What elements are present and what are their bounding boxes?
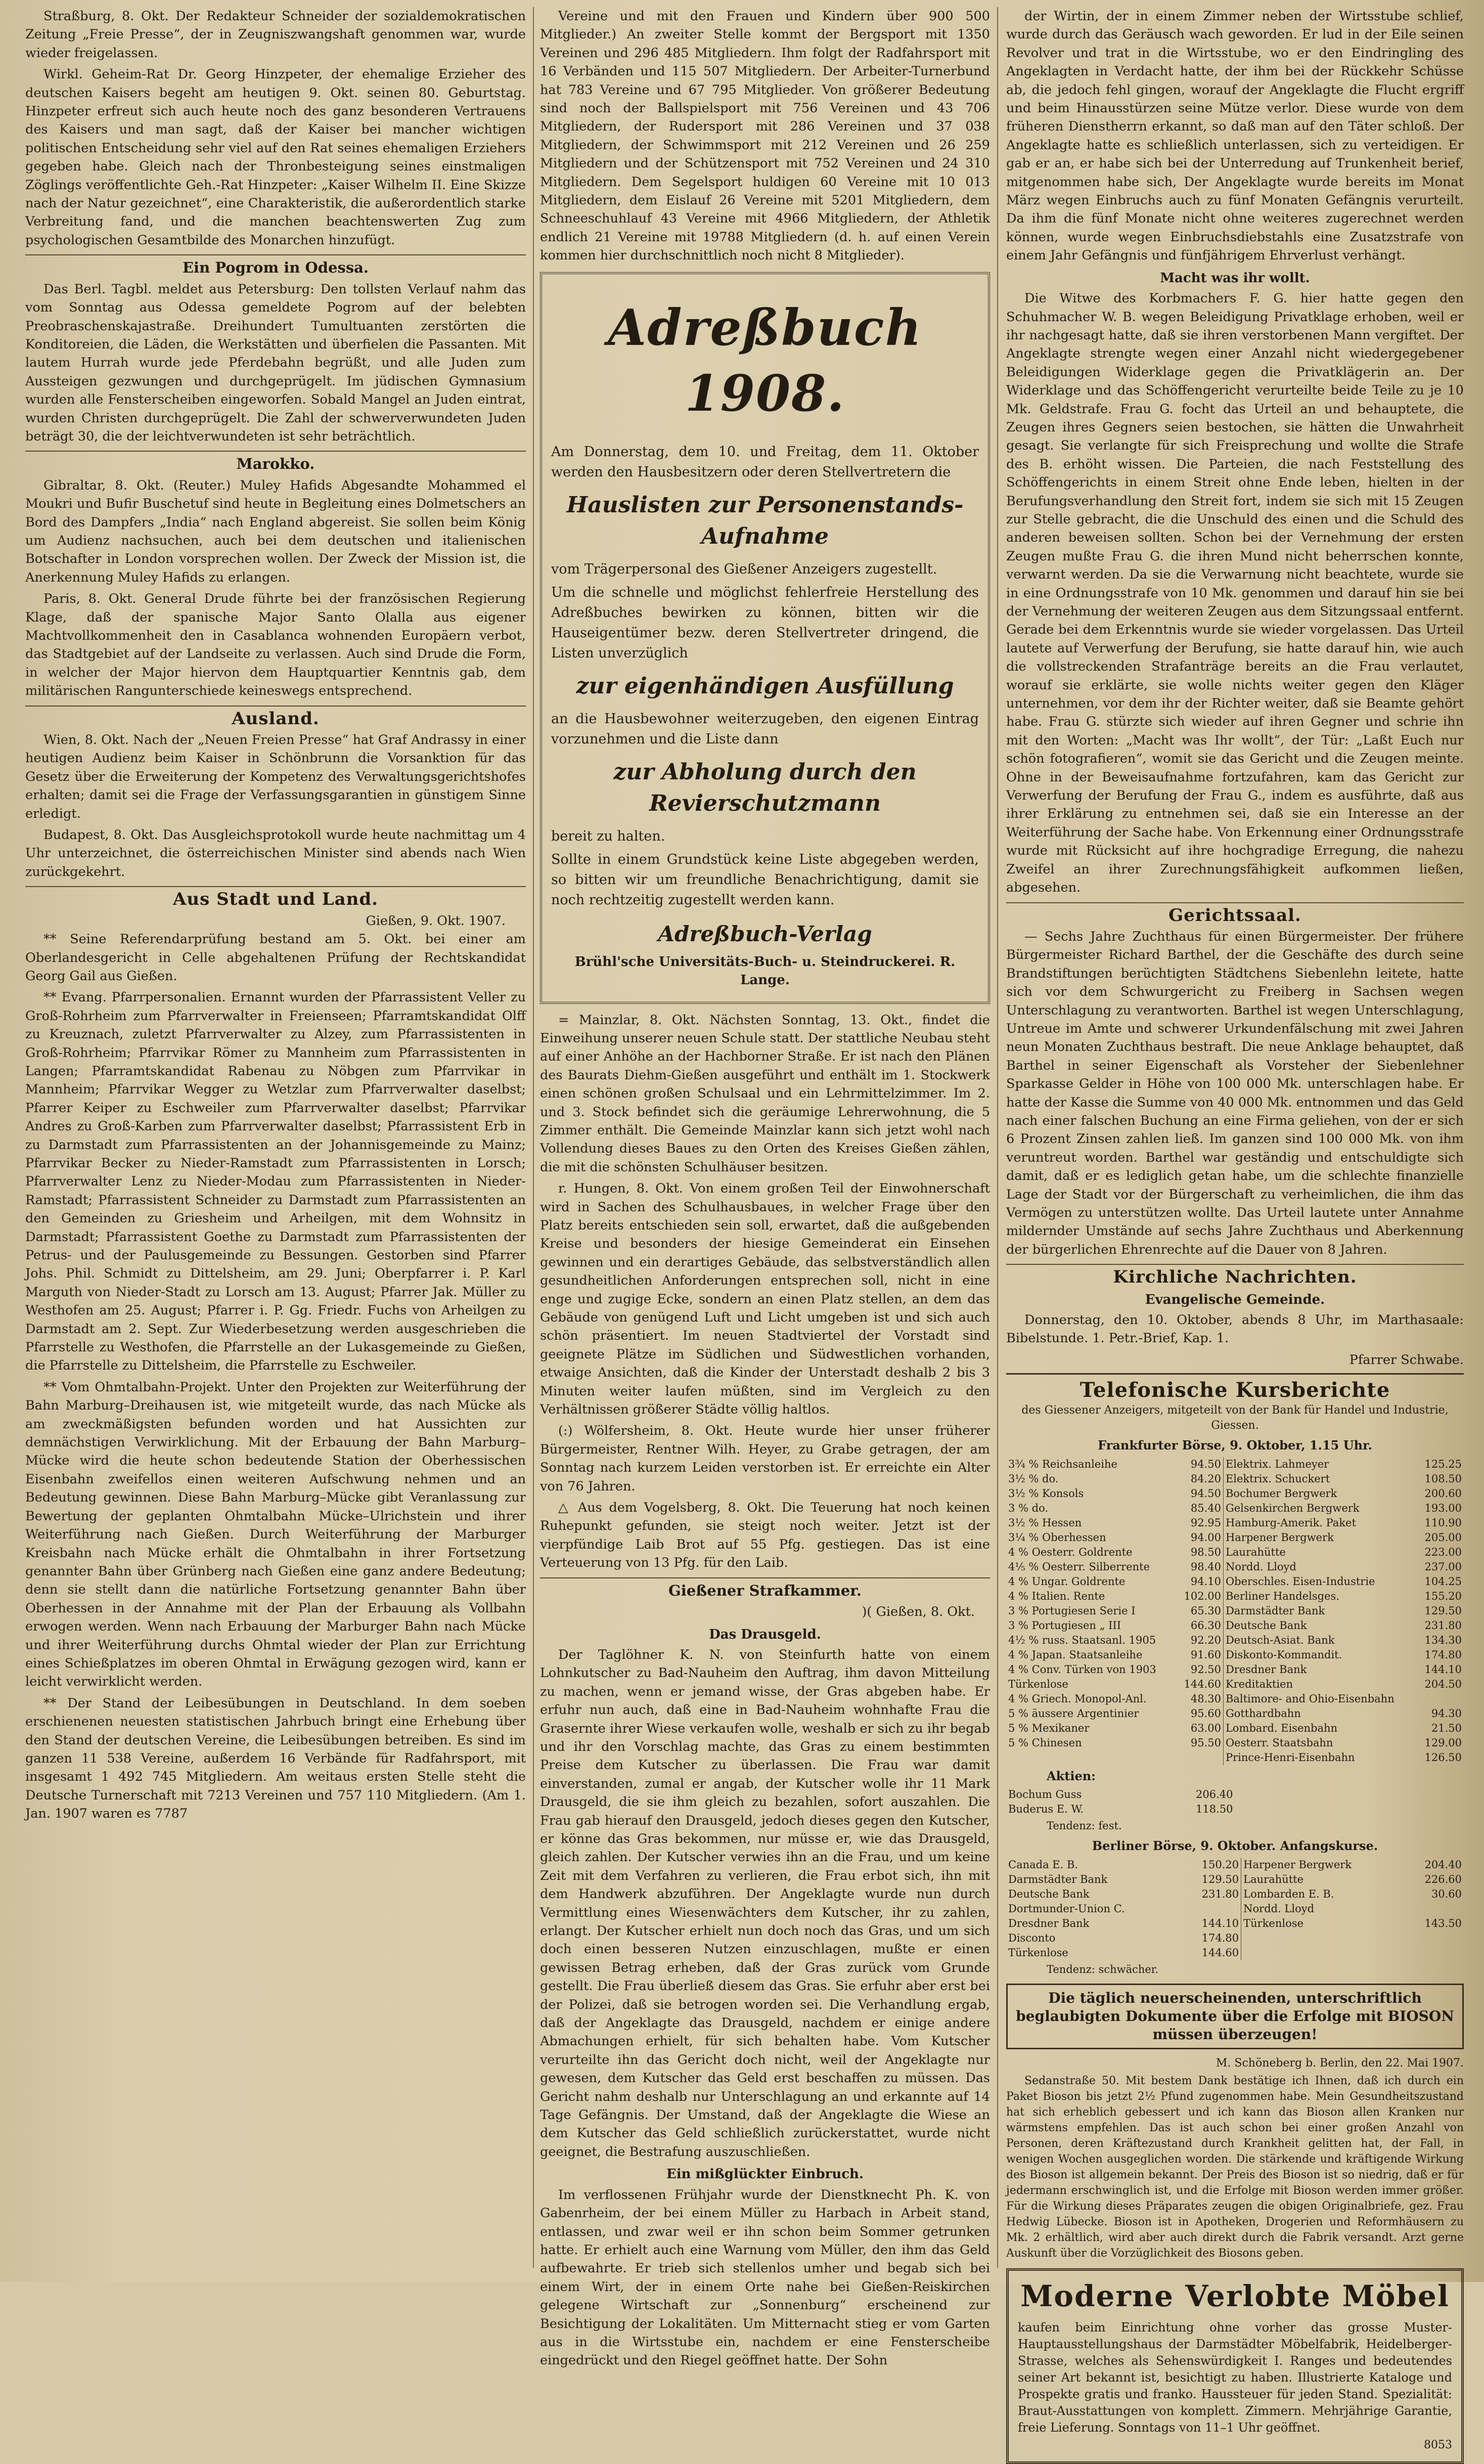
frankfurt-row <box>1006 1472 1464 1486</box>
ad-publisher: Adreßbuch-Verlag <box>658 921 872 946</box>
security-price <box>1418 1692 1464 1706</box>
security-name: 4⅕ % Oesterr. Silberrente <box>1008 1560 1150 1573</box>
article-mainzlar: = Mainzlar, 8. Okt. Nächsten Sonntag, 13. Okt., findet die Einweihung unserer neuen Schule statt. Der stattliche Neubau steht auf einer Anhöhe an der Hachborner Straße. Er ist nach den Plänen des Baurats Diehm-Gießen ausgeführt und enthält im 1. Stockwerk einen schönen großen Schulsaal und ein Lehrmittelzimmer. Im 2. und 3. Stock befindet sich die geräumige Lehrerwohnung, die 5 Zimmer enthält. Die Gemeinde Mainzlar kann sich jetzt wohl nach Vollendung dieses Baues zu den Orten des Kreises Gießen zählen, die mit die schönsten Schulhäuser besitzen. <box>540 1012 990 1175</box>
berlin-row <box>1006 1872 1464 1887</box>
security-name: 3 % Portugiesen „ III <box>1008 1619 1121 1632</box>
ad-text: vom Trägerpersonal des Gießener Anzeigers zugestellt. <box>551 561 937 577</box>
security-name: Oberschles. Eisen-Industrie <box>1223 1574 1417 1589</box>
headline-marokko: Marokko. <box>25 451 526 473</box>
stock-report-title: Telefonische Kursberichte <box>1080 1378 1390 1402</box>
article-hungen: r. Hungen, 8. Okt. Von einem großen Teil der Einwohnerschaft wird in Sachen des Schulhausbaues, in welcher Frage über den Platz bereits entschieden sein soll, erwartet, daß die außgebenden Kreise und besonders der hiesige Gemeinderat ein Einsehen gewinnen und ein derartiges Gebäude, das selbstverständlich allen gesundheitlichen Anforderungen entsprechen soll, nicht in eine enge und zugige Ecke, sondern an einen Platz stellen, an dem das Gebäude von genügend Luft und Licht umgeben ist und sich auch schön präsentiert. Im neuen Stadtviertel der Vorstadt sind geeignete Plätze im Südlichen und Südwestlichen vorhanden, etwaige Ansichten, daß die Kinder der Unterstadt deshalb 2 bis 3 Minuten weiter laufen müßten, sind im Vergleich zu den Verhältnissen größerer Städte völlig haltlos. <box>540 1181 990 1418</box>
security-price: 125.25 <box>1424 1458 1462 1470</box>
security-name: 3¾ % Reichsanleihe <box>1008 1458 1117 1470</box>
moebel-text: kaufen beim Einrichtung ohne vorher das grosse Muster-Hauptausstellungshaus der Darmstädter Möbelfabrik, Heidelberger-Strasse, welches als Sehenswürdigkeit I. Ranges und bedeutendes seiner Art bekannt ist, besichtigt zu haben. Illustrierte Kataloge und Prospekte gratis und franko. Haussteuer für jeden Stand. Spezialität: Braut-Ausstattungen von komplett. Zimmern. Mehrjährige Garantie, freie Lieferung. Sonntags von 11–1 Uhr geöffnet. <box>1018 2320 1452 2435</box>
article-pfarrpersonalien: ** Evang. Pfarrpersonalien. Ernannt wurden der Pfarrassistent Veller zu Groß-Rohrheim zum Pfarrverwalter in Freienseen; Pfarramtskandidat Olff zu Kreuznach, zuletzt Pfarrverwalter zu Alzey, zum Pfarrassistenten in Groß-Rohrheim; Pfarrvikar Römer zu Mannheim zum Pfarrassistenten in Langen; Pfarramtskandidat Rabenau zu Nöbgen zum Pfarrvikar in Mannheim; Pfarrvikar Wegger zu Wetzlar zum Pfarrverwalter daselbst; Pfarrer Keiper zu Eschweiler zum Pfarrverwalter daselbst; Pfarrvikar Andres zu Groß-Karben zum Pfarrverwalter daselbst; Pfarrassistent Erb in zu Darmstadt zum Pfarrassistenten an der Johannisgemeinde zu Mainz; Pfarrvikar Becker zu Nieder-Ramstadt zum Pfarrassistenten in Lorsch; Pfarrverwalter Lenz zu Nieder-Modau zum Pfarrassistenten in Nieder-Ramstadt; Pfarrassistent Schneider zu Darmstadt zum Pfarrassistenten an den Gemeinden zu Griesheim und Arheilgen, mit dem Wohnsitz in Darmstadt; Pfarrassistent Goethe zu Darmstadt zum Pfarrassistenten der Petrus- und der Paulusgemeinde zu Bessungen. Gestorben sind Pfarrer Johs. Phil. Schmidt zu Dittelsheim, am 29. Juni; Oberpfarrer i. P. Karl Marguth von Nieder-Stadt zu Lorsch am 13. August; Pfarrer Jak. Müller zu Westhofen am 25. August; Pfarrer i. P. Gg. Friedr. Fuchs von Arheilgen zu Darmstadt am 2. Sept. Zur Wiederbesetzung werden ausgeschrieben die Pfarrstelle zu Westhofen, die Pfarrstelle an der Lukasgemeinde zu Gießen, die Pfarrstelle zu Dittelsheim, die Pfarrstelle zu Eschweiler. <box>25 990 526 1374</box>
security-price: 129.50 <box>1424 1604 1462 1617</box>
berlin-row <box>1006 1916 1464 1931</box>
security-name: 4 % Conv. Türken von 1903 <box>1008 1663 1156 1676</box>
security-name: Deutsche Bank <box>1008 1887 1090 1900</box>
security-name: 4 % Ungar. Goldrente <box>1008 1575 1126 1588</box>
security-name: 3 % do. <box>1008 1502 1049 1514</box>
security-name: 3½ % Konsols <box>1008 1487 1084 1500</box>
article-vereine: Vereine und mit den Frauen und Kindern über 900 500 Mitglieder.) An zweiter Stelle kommt der Bergsport mit 1350 Vereinen und 296 485 Mitgliedern. Ihm folgt der Radfahrsport mit 16 Verbänden und 115 507 Mitgliedern. Der Arbeiter-Turnerbund hat 783 Vereine und 67 795 Mitglieder. Von größerer Bedeutung sind noch der Ballspielsport mit 756 Vereinen und 43 706 Mitgliedern, der Rudersport mit 286 Vereinen und 37 038 Mitgliedern, der Schwimmsport mit 212 Vereinen und 26 259 Mitgliedern und der Schützensport mit 752 Vereinen und 24 310 Mitgliedern. Dem Segelsport huldigen 60 Vereine mit 10 013 Mitgliedern, dem Eislauf 26 Vereine mit 5201 Mitgliedern, dem Schneeschuhlauf 43 Vereine mit 4966 Mitgliedern, der Athletik endlich 21 Vereine mit 19788 Mitgliedern (d. h. auf einen Verein kommen hier durchschnittlich noch nicht 8 Mitglieder). <box>540 9 990 263</box>
headline-strafkammer: Gießener Strafkammer. <box>540 1577 990 1600</box>
headline-pogrom: Ein Pogrom in Odessa. <box>25 254 526 277</box>
security-name: Deutsch-Asiat. Bank <box>1223 1633 1417 1648</box>
frankfurt-row <box>1006 1662 1464 1677</box>
security-price: 144.60 <box>1184 1678 1221 1690</box>
security-name: Bochumer Bergwerk <box>1223 1486 1417 1501</box>
security-price: 126.50 <box>1424 1751 1462 1764</box>
security-name: Türkenlose <box>1241 1916 1404 1931</box>
tendenz: Tendenz: fest. <box>1047 1820 1122 1832</box>
frankfurt-row <box>1006 1501 1464 1516</box>
berlin-heading: Berliner Börse, 9. Oktober. Anfangskurse. <box>1092 1838 1378 1854</box>
frankfurt-row <box>1006 1604 1464 1618</box>
headline-stadt-und-land: Aus Stadt und Land. <box>25 886 526 908</box>
article-paris: Paris, 8. Okt. General Drude führte bei der französischen Regierung Klage, daß der spanische Major Santo Olalla aus eigener Machtvollkommenheit den in Casablanca wohnenden Europäern verbot, das Stadtgebiet auf der Landseite zu verlassen. Auch sind Drude die Form, in welcher der Major hiervon dem Hauptquartier Kenntnis gab, dem militärischen Rangunterschiede keineswegs entsprechend. <box>25 591 526 699</box>
security-name: Harpener Bergwerk <box>1223 1530 1417 1545</box>
security-price: 129.00 <box>1424 1736 1462 1749</box>
security-name: Prince-Henri-Eisenbahn <box>1223 1750 1417 1765</box>
tendenz: Tendenz: schwächer. <box>1047 1963 1159 1975</box>
security-name: 4 % Japan. Staatsanleihe <box>1008 1648 1143 1661</box>
article-leibesuebungen: ** Der Stand der Leibesübungen in Deutschland. In dem soeben erschienenen neuesten statistischen Jahrbuch bringt eine Erhebung über den Stand der deutschen Vereine, die Leibesübungen betreiben. Es sind im ganzen 11 538 Vereine, außerdem 16 Verbände für Radfahrsport, mit insgesamt 1 492 745 Mitgliedern. Am weitaus ersten Stelle steht die Deutsche Turnerschaft mit 7213 Vereinen und 757 110 Mitgliedern. (Am 1. Jan. 1907 waren es 7787 <box>25 1695 526 1822</box>
article-hinzpeter: Wirkl. Geheim-Rat Dr. Georg Hinzpeter, der ehemalige Erzieher des deutschen Kaisers begeht am heutigen 9. Okt. seinen 80. Geburtstag. Hinzpeter erfreut sich auch heute noch des ganz besonderen Vertrauens des Kaisers und man sagt, daß der Kaiser bei mancher wichtigen politischen Entscheidung sehr viel auf den Rat seines ehemaligen Erziehers gegeben habe. Gleich nach der Thronbesteigung seines einstmaligen Zöglings veröffentlichte Geh.-Rat Hinzpeter: „Kaiser Wilhelm II. Eine Skizze nach der Natur gezeichnet“, eine Charakteristik, die außerordentlich starke Verbreitung fand, und die manchen beachtenswerten Zug zum psychologischen Gesamtbilde des Monarchen hinzufügt. <box>25 67 526 248</box>
article-vogelsberg: △ Aus dem Vogelsberg, 8. Okt. Die Teuerung hat noch keinen Ruhepunkt gefunden, sie steigt noch weiter. Jetzt ist der vierpfündige Laib Brot auf 55 Pfg. gestiegen. Das ist eine Verteuerung von 13 Pfg. für den Laib. <box>540 1500 990 1571</box>
security-price: 231.80 <box>1201 1887 1239 1900</box>
article-macht-was-ihr-wollt: Die Witwe des Korbmachers F. G. hier hatte gegen den Schuhmacher W. B. wegen Beleidigung Privatklage erhoben, weil er ihr nachgesagt hatte, daß sie ihren verstorbenen Mann vergiftet. Der Angeklagte strengte wegen einer Anzahl nicht wiedergegebener Beleidigungen Widerklage gegen die Privatklägerin an. Der Widerklage und das Schöffengericht verurteilte beide Teile zu je 10 Mk. Geldstrafe. Frau G. focht das Urteil an und behauptete, die Zeugen ihres Gegners seien bestochen, sie hätten die Unwahrheit gesagt. Sie verlangte für sich Freisprechung und wollte die Strafe des B. erhöht wissen. Die Parteien, die nach Feststellung des Schöffengerichts in einem Streit ohne Ende leben, hielten in der Berufungsverhandlung den Streit fort, indem sie sich mit 15 Zeugen zur Stelle gebracht, die die Unschuld des einen und die Schuld des anderen beweisen sollten. Schon bei der Vernehmung der ersten Zeugen mußte Frau G. die ihren Mund nicht beherrschen konnte, verwarnt werden. Da sie die Verwarnung nicht beachtete, wurde sie in eine Ordnungsstrafe von 10 Mk. genommen und darauf hin sie bei der Vernehmung der weiteren Zeugen aus dem Sitzungssaal entfernt. Gerade bei dem Erkenntnis wurde sie wieder vorgelassen. Das Urteil lautete auf Verwerfung der Berufung, sie hatte darauf hin, wie auch die vollstreckenden Strafanträge bereits an die Frau verlautet, worauf sie erklärte, sie wolle nichts weiter gegen den Kläger unternehmen, vor dem ihr der Richter weiter, daß sie Beamte gehört habe. Frau G. stürzte sich wieder auf ihren Gegner und schrie ihn mit den Worten: „Macht was Ihr wollt“, der Tür: „Laßt Euch nur schön fotografieren“, womit sie das Gericht und die Zeugen meinte. Ohne in der Beweisaufnahme fortzufahren, kam das Gericht zur Verwerfung der Berufung der Frau G., indem es ausführte, daß aus ihrer Erklärung zu entnehmen sei, daß sie ein Interesse an der Weiterführung der Sache habe. Von Erkennung einer Ordnungsstrafe wurde mit Rücksicht auf ihre hochgradige Erregung, die nahezu Zweifel an ihrer Zurechnungsfähigkeit aufkommen ließen, abgesehen. <box>1006 291 1464 896</box>
security-name: Buderus E. W. <box>1008 1803 1084 1816</box>
security-price: 174.80 <box>1201 1931 1239 1944</box>
frankfurt-row <box>1006 1560 1464 1574</box>
security-price: 204.50 <box>1424 1678 1462 1690</box>
security-name: Türkenlose <box>1008 1946 1068 1959</box>
security-price: 193.00 <box>1424 1502 1462 1514</box>
security-name: Deutsche Bank <box>1223 1618 1417 1633</box>
security-price: 205.00 <box>1424 1531 1462 1544</box>
security-price: 144.10 <box>1424 1663 1462 1676</box>
frankfurt-row <box>1006 1618 1464 1633</box>
moebel-advertisement <box>1006 2268 1464 2464</box>
article-buergermeister: — Sechs Jahre Zuchthaus für einen Bürgermeister. Der frühere Bürgermeister Richard Barthel, der die Geschäfte des durch seine Brandstiftungen berüchtigten Städtchens Siebenlehn leitete, hatte sich vor dem Schwurgericht zu Freiberg in Sachsen wegen Unterschlagung zu verantworten. Barthel ist wegen Unterschlagung, Untreue im Amte und schwerer Urkundenfälschung mit zwei Jahren neun Monaten Zuchthaus bestraft. Die neue Anklage behauptet, daß Barthel in seiner Eigenschaft als Vorsteher der Siebenlehner Sparkasse Gelder in Höhe von 100 000 Mk. unterschlagen habe. Er hatte der Kasse die Summe von 40 000 Mk. entnommen und das Geld nach einer falschen Buchung an eine Firma geliehen, von der er sich 6 Prozent Zinsen zahlen ließ. Im ganzen sind 100 000 Mk. von ihm veruntreut worden. Barthel war geständig und entschuldigte sich damit, daß er es lediglich getan habe, um die schlechte finanzielle Lage der Stadt vor der Bürgerschaft zu verheimlichen, die ihm das Vermögen zu unterstützen wollte. Das Urteil lautete unter Annahme mildernder Umstände auf sechs Jahre Zuchthaus und Aberkennung der bürgerlichen Ehrenrechte auf die Dauer von 8 Jahren. <box>1006 929 1464 1257</box>
security-price: 94.50 <box>1190 1487 1221 1500</box>
frankfurt-row <box>1006 1750 1464 1765</box>
security-name: Kreditaktien <box>1223 1677 1417 1692</box>
bioson-advertisement: Sedanstraße 50. Mit bestem Dank bestätige ich Ihnen, daß ich durch ein Paket Bioson bis jetzt 2½ Pfund zugenommen habe. Mein Gesundheitszustand hat sich erheblich gebessert und ich kann das Bioson allen Kranken nur wärmstens empfehlen. Das ist auch schon bei einer großen Anzahl von Personen, deren Kräftezustand durch Krankheit gelitten hat, der Fall, in wenigen Wochen ausgeglichen worden. Die stärkende und kräftigende Wirkung des Bioson ist allgemein bekannt. Der Preis des Bioson ist so niedrig, daß er für jedermann erschwinglich ist, und die Erfolge mit Bioson werden immer größer. Für die Wirkung dieses Präparates zeugen die obigen Originalbriefe, gez. Frau Hedwig Lübecke. Bioson ist in Apotheken, Drogerien und Reformhäusern zu Mk. 2 erhältlich, wird aber auch direkt durch die Fabrik versandt. Arzt gerne Auskunft über die Vorzüglichkeit des Biosons geben. <box>1006 2074 1464 2260</box>
security-name: Nordd. Lloyd <box>1223 1560 1417 1574</box>
security-price: 102.00 <box>1184 1590 1221 1602</box>
bioson-headline: Die täglich neuerscheinenden, unterschriftlich beglaubigten Dokumente über die Erfolge mit BIOSON müssen überzeugen! <box>1006 1984 1464 2049</box>
security-price: 92.50 <box>1190 1663 1221 1676</box>
security-price: 150.20 <box>1201 1858 1239 1871</box>
article-gibraltar: Gibraltar, 8. Okt. (Reuter.) Muley Hafids Abgesandte Mohammed el Moukri und Bufir Buschetuf sind heute in Begleitung eines Dolmetschers an Bord des Dampfers „India“ nach England abgereist. Sie sollen beim König um Audienz nachsuchen, auch bei dem deutschen und italienischen Botschafter in London vorsprechen wollen. Der Zweck der Mission ist, die Anerkennung Muley Hafids zu erlangen. <box>25 477 526 585</box>
headline-gerichtssaal: Gerichtssaal. <box>1006 902 1464 925</box>
security-price: 92.20 <box>1190 1634 1221 1646</box>
security-name: Gotthardbahn <box>1223 1706 1417 1721</box>
security-price: 104.25 <box>1424 1575 1462 1588</box>
article-budapest: Budapest, 8. Okt. Das Ausgleichsprotokoll wurde heute nachmittag um 4 Uhr unterzeichnet, die österreichischen Minister sind abends nach Wien zurückgekehrt. <box>25 827 526 879</box>
frankfurt-row <box>1006 1677 1464 1692</box>
security-name: 4½ % russ. Staatsanl. 1905 <box>1008 1634 1156 1646</box>
berlin-row <box>1006 1931 1464 1946</box>
security-name: 3¼ % Oberhessen <box>1008 1531 1106 1544</box>
frankfurt-row <box>1006 1516 1464 1530</box>
article-drausgeld: Der Taglöhner K. N. von Steinfurth hatte von einem Lohnkutscher zu Bad-Nauheim den Auftrag, ihm davon Mitteilung zu machen, wenn er jemand wisse, der Gras abgeben habe. Er erfuhr nun auch, daß eine in Bad-Nauheim wohnhafte Frau die Grasernte ihrer Wiese verkaufen wolle, weshalb er sich zu ihr begab und ihr den Vorschlag machte, das Gras zu einem bestimmten Preise dem Kutscher zu überlassen. Die Frau war damit einverstanden, zumal er angab, der Kutscher wolle ihr 11 Mark Drausgeld, die sie ihm gleich zu bezahlen, sofort auszahlen. Die Frau gab hierauf den Drausgeld, jedoch dieses gegen den Kutscher, er könne das Gras bekommen, nur müsse er, wie das Drausgeld, gleich zahlen. Der Kutscher verwies ihn an die Frau, und um keine Zeit mit dem Verfahren zu verlieren, die Frau erbot sich, ihn mit dem Handwerk abzuführen. Der Angeklagte wurde nun durch Vermittlung eines Wiesenwächters dem Kutscher, ihr zu zahlen, erlangt. Der Kutscher erhielt nun doch noch das Gras, und um sich doch einen besseren Nutzen einzuschlagen, mußte er einen gewissen Betrag erheben, daß der Gras zurück vom Grunde gestellt. Die Frau überließ diesem das Gras. Sie erfuhr aber erst bei der Polizei, daß sie betrogen worden sei. Die Verhandlung ergab, daß der Angeklagte das Drausgeld, nachdem er einige andere Abmachungen erhielt, für sich behalten habe. Vom Kutscher verurteilte ihn das Gericht doch nicht, weil der Angeklagte nur gewesen, dem Kutscher das Geld erst beschaffen zu müssen. Das Gericht nahm deshalb nur Unterschlagung an und erkannte auf 14 Tage Gefängnis. Der Umstand, daß der Angeklagte die Wiese an dem Kutscher das Geld schließlich zurückerstattet, wurde nicht geeignet, die Bestrafung auszuschließen. <box>540 1647 990 2160</box>
security-name: 4 % Griech. Monopol-Anl. <box>1008 1692 1147 1705</box>
security-name: Dresdner Bank <box>1223 1662 1417 1677</box>
column-2 <box>540 7 990 2368</box>
aktien-row <box>1006 1787 1235 1802</box>
security-price <box>1404 1946 1464 1960</box>
subheadline-einbruch: Ein mißglückter Einbruch. <box>666 2167 864 2182</box>
security-name: Dresdner Bank <box>1008 1917 1090 1929</box>
article-woelfersheim: (:) Wölfersheim, 8. Okt. Heute wurde hier unser früherer Bürgermeister, Rentner Wilh. Heyer, zu Grabe getragen, der am Sonntag nach kurzem Leiden verstorben ist. Er erreichte ein Alter von 76 Jahren. <box>540 1423 990 1494</box>
security-name: 4 % Oesterr. Goldrente <box>1008 1546 1133 1558</box>
aktien-heading: Aktien: <box>1047 1768 1096 1783</box>
security-price: 223.00 <box>1424 1546 1462 1558</box>
subheadline-drausgeld: Das Drausgeld. <box>709 1626 821 1642</box>
security-price: 237.00 <box>1424 1560 1462 1573</box>
security-price: 134.30 <box>1424 1634 1462 1646</box>
column-3 <box>1006 7 1464 2451</box>
aktien-row <box>1006 1802 1235 1817</box>
security-name: Elektrix. Lahmeyer <box>1223 1457 1417 1472</box>
frankfurt-row <box>1006 1486 1464 1501</box>
frankfurt-table <box>1006 1457 1464 1765</box>
security-name: 5 % Chinesen <box>1008 1736 1082 1749</box>
security-name: Elektrix. Schuckert <box>1223 1472 1417 1486</box>
security-price: 94.50 <box>1190 1458 1221 1470</box>
stock-report-subtitle: des Giessener Anzeigers, mitgeteilt von der Bank für Handel und Industrie, Giessen. <box>1021 1404 1449 1432</box>
security-price: 21.50 <box>1431 1722 1462 1734</box>
security-price: 206.40 <box>1196 1788 1233 1801</box>
security-price <box>1177 1750 1223 1765</box>
security-price: 94.10 <box>1190 1575 1221 1588</box>
frankfurt-row <box>1006 1589 1464 1604</box>
berlin-row <box>1006 1887 1464 1902</box>
article-pogrom: Das Berl. Tagbl. meldet aus Petersburg: Den tollsten Verlauf nahm das vom Sonntag aus Odessa gemeldete Pogrom auf der belebten Preobraschenskajastraße. Dreihundert Tumultuanten zerstörten die Konditoreien, die Läden, die Werkstätten und überfielen die Passanten. Mit lautem Hurrah wurde jede Pferdebahn begrüßt, und alle Juden zum Aussteigen gezwungen und durchgeprügelt. Im jüdischen Gymnasium wurden alle Fensterscheiben eingeworfen. Sobald Mangel an Juden eintrat, wurden Christen durchgeprügelt. Die Zahl der schwerverwundeten Juden beträgt 30, die der leichtverwundeten ist sehr beträchtlich. <box>25 281 526 444</box>
subheadline-macht-was-ihr-wollt: Macht was ihr wollt. <box>1160 270 1310 286</box>
security-name: Baltimore- and Ohio-Eisenbahn <box>1223 1692 1417 1706</box>
headline-ausland: Ausland. <box>25 706 526 728</box>
ad-highlight: Hauslisten zur Personenstands-Aufnahme <box>566 492 964 549</box>
moebel-code: 8053 <box>1424 2438 1452 2451</box>
frankfurt-row <box>1006 1736 1464 1750</box>
security-name: Bochum Guss <box>1008 1788 1082 1801</box>
security-name: Berliner Handelsges. <box>1223 1589 1417 1604</box>
ad-highlight: zur eigenhändigen Ausfüllung <box>576 673 954 699</box>
column-1 <box>25 7 526 2268</box>
frankfurt-row <box>1006 1574 1464 1589</box>
frankfurt-row <box>1006 1648 1464 1662</box>
security-price: 92.95 <box>1190 1516 1221 1529</box>
security-price: 200.60 <box>1424 1487 1462 1500</box>
ad-text: Sollte in einem Grundstück keine Liste abgegeben werden, so bitten wir um freundliche Benachrichtigung, damit sie noch rechtzeitig zugestellt werden kann. <box>551 851 979 908</box>
security-price <box>1404 1902 1464 1916</box>
security-price: 30.60 <box>1431 1887 1462 1900</box>
security-name: 4 % Italien. Rente <box>1008 1590 1105 1602</box>
ad-highlight: zur Abholung durch den Revierschutzmann <box>613 759 917 816</box>
security-name: Laurahütte <box>1241 1872 1404 1887</box>
security-name: 5 % Mexikaner <box>1008 1722 1090 1734</box>
security-price: 91.60 <box>1190 1648 1221 1661</box>
stock-report <box>1006 1373 1464 1978</box>
frankfurt-row <box>1006 1545 1464 1560</box>
security-price: 144.10 <box>1201 1917 1239 1929</box>
berlin-row <box>1006 1858 1464 1872</box>
article-strassburg: Straßburg, 8. Okt. Der Redakteur Schneider der sozialdemokratischen Zeitung „Freie Presse“, der in Zeugniszwangshaft genommen war, wurde wieder freigelassen. <box>25 9 526 61</box>
security-price: 108.50 <box>1424 1472 1462 1485</box>
security-price: 48.30 <box>1190 1692 1221 1705</box>
dateline: )( Gießen, 8. Okt. <box>862 1604 975 1620</box>
frankfurt-row <box>1006 1457 1464 1472</box>
frankfurt-row <box>1006 1633 1464 1648</box>
subheadline-evangelische-gemeinde: Evangelische Gemeinde. <box>1145 1292 1325 1307</box>
security-price: 174.80 <box>1424 1648 1462 1661</box>
column-rule <box>997 7 998 2268</box>
frankfurt-row <box>1006 1721 1464 1736</box>
security-name <box>1241 1946 1404 1960</box>
security-price: 204.40 <box>1424 1858 1462 1871</box>
berlin-row <box>1006 1902 1464 1916</box>
security-name: 3 % Portugiesen Serie I <box>1008 1604 1136 1617</box>
security-name: Lombarden E. B. <box>1241 1887 1404 1902</box>
security-name: Laurahütte <box>1223 1545 1417 1560</box>
frankfurt-heading: Frankfurter Börse, 9. Oktober, 1.15 Uhr. <box>1098 1438 1372 1453</box>
security-name: Canada E. B. <box>1008 1858 1078 1871</box>
ad-text: an die Hausbewohner weiterzugeben, den eigenen Eintrag vorzunehmen und die Liste dann <box>551 711 979 747</box>
ad-title: Adreßbuch 1908. <box>608 298 922 423</box>
article-einbruch-cont: der Wirtin, der in einem Zimmer neben der Wirtsstube schlief, wurde durch das Geräusch wach geworden. Er lud in der Eile seinen Revolver und trat in die Wirtsstube, wo er den Eindringling des Angeklagten in Verdacht hatte, der ihm bei der Rückkehr Schüsse ab, die jedoch fehl gingen, worauf der Angeklagte die Flucht ergriff und beim Hinausstürzen seine Mütze verlor. Diese wurde von dem früheren Dienstherrn erkannt, so daß man auf den Täter schloß. Der Angeklagte hatte es schließlich unterlassen, sich zu verteidigen. Er gab er an, er habe sich bei der Unterredung auf Trunkenheit berief, mitgenommen habe sich, Der Angeklagte wurde bereits im Monat März wegen Einbruchs auch zu fünf Monaten Gefängnis verurteilt. Da ihm die fünf Monate nicht ohne weiteres zugerechnet werden können, wurde wegen Einbruchsdiebstahls eine Zusatzstrafe von einem Jahr Gefängnis und fünfjährigem Ehrverlust verhängt. <box>1006 9 1464 263</box>
security-name: Nordd. Lloyd <box>1241 1902 1404 1916</box>
security-name: 3½ % do. <box>1008 1472 1059 1485</box>
security-price: 129.50 <box>1201 1873 1239 1885</box>
security-price <box>1404 1931 1464 1946</box>
security-name: Darmstädter Bank <box>1223 1604 1417 1618</box>
security-price: 66.30 <box>1190 1619 1221 1632</box>
security-name <box>1241 1931 1404 1946</box>
security-price: 84.20 <box>1190 1472 1221 1485</box>
security-price: 143.50 <box>1424 1917 1462 1929</box>
article-referendar: ** Seine Referendarprüfung bestand am 5. Okt. bei einer am Oberlandesgericht in Celle abgehaltenen Prüfung der Rechtskandidat Georg Gail aus Gießen. <box>25 932 526 984</box>
security-price: 95.60 <box>1190 1707 1221 1720</box>
advertisement-adressbuch <box>540 272 990 1004</box>
security-price: 94.00 <box>1190 1531 1221 1544</box>
frankfurt-row <box>1006 1692 1464 1706</box>
security-price: 110.90 <box>1424 1516 1462 1529</box>
moebel-title: Moderne Verlobte Möbel <box>1020 2278 1450 2313</box>
security-name: 3½ % Hessen <box>1008 1516 1082 1529</box>
security-name: Oesterr. Staatsbahn <box>1223 1736 1417 1750</box>
aktien-table <box>1006 1787 1235 1817</box>
signature: Pfarrer Schwabe. <box>1349 1352 1464 1368</box>
security-price: 65.30 <box>1190 1604 1221 1617</box>
bioson-dateline: M. Schöneberg b. Berlin, den 22. Mai 1907. <box>1216 2057 1464 2070</box>
dateline: Gießen, 9. Okt. 1907. <box>366 913 506 929</box>
article-einbruch: Im verflossenen Frühjahr wurde der Dienstknecht Ph. K. von Gabenrheim, der bei einem Müller zu Harbach in Arbeit stand, entlassen, und zwar weil er ihn schon beim Sommer getrunken hatte. Er erhielt auch eine Warnung vom Müller, den ihm das Geld aufbewahrte. Er trieb sich stellenlos umher und begab sich bei einem Wirt, der in einem Orte nahe bei Gießen-Reiskirchen gelegene Wirtschaft zur „Sonnenburg“ erscheinend zur Besichtigung der Lokalitäten. Um Mitternacht stieg er vom Garten aus in die Wirtsstube ein, nachdem er eine Fensterscheibe eingedrückt und den Riegel geöffnet hatte. Der Sohn <box>540 2187 990 2368</box>
security-name: Harpener Bergwerk <box>1241 1858 1404 1872</box>
security-price: 98.50 <box>1190 1546 1221 1558</box>
article-bibelstunde: Donnerstag, den 10. Oktober, abends 8 Uhr, im Marthasaale: Bibelstunde. 1. Petr.-Brief, Kap. 1. <box>1006 1312 1464 1346</box>
security-price: 144.60 <box>1201 1946 1239 1959</box>
security-price: 95.50 <box>1190 1736 1221 1749</box>
security-price: 155.20 <box>1424 1590 1462 1602</box>
security-name <box>1006 1750 1177 1765</box>
security-name: Diskonto-Kommandit. <box>1223 1648 1417 1662</box>
security-price: 94.30 <box>1431 1707 1462 1720</box>
security-price: 98.40 <box>1190 1560 1221 1573</box>
column-rule <box>533 7 534 2268</box>
security-name: Dortmunder-Union C. <box>1008 1902 1125 1915</box>
berlin-row <box>1006 1946 1464 1960</box>
security-name: Hamburg-Amerik. Paket <box>1223 1516 1417 1530</box>
security-price: 231.80 <box>1424 1619 1462 1632</box>
article-wien: Wien, 8. Okt. Nach der „Neuen Freien Presse“ hat Graf Andrassy in einer heutigen Audienz beim Kaiser in Schönbrunn die Vorsanktion für das Gesetz über die Erweiterung der Kompetenz des Verwaltungsgerichtshofes erhalten; damit sei die Frage der Verfassungsgarantien in günstigem Sinne erledigt. <box>25 732 526 821</box>
security-price: 85.40 <box>1190 1502 1221 1514</box>
ad-text: Am Donnerstag, dem 10. und Freitag, dem 11. Oktober werden den Hausbesitzern oder deren Stellvertretern die <box>551 444 979 480</box>
security-price: 226.60 <box>1424 1873 1462 1885</box>
security-name: Darmstädter Bank <box>1008 1873 1108 1885</box>
article-ohmtalbahn: ** Vom Ohmtalbahn-Projekt. Unter den Projekten zur Weiterführung der Bahn Marburg–Dreihausen ist, wie mitgeteilt wurde, das nach Mücke als am zweckmäßigsten befunden worden und hat Aussichten zur demnächstigen Verwirklichung. Mit der Erbauung der Bahn Marburg–Mücke wird die heute schon bedeutende Station der Oberhessischen Eisenbahn zweifellos einen weiteren Aufschwung nehmen und an Bedeutung gewinnen. Diese Bahn Marburg–Mücke gibt Veranlassung zur Bewertung der geplanten Ohmtalbahn Mücke–Ulrichstein und ihrer Weiterführung nach Gießen. Durch Weiterführung der Marburger Kreisbahn nach Mücke erhält die Ohmtalbahn in ihrer Fortsetzung genannter Bahn über Grünberg nach Gießen eine ganz andere Bedeutung; denn sie stellt dann die natürliche Fortsetzung genannter Bahn über Oberhessen in der Annahme mit der Plan der Erbauung als Vollbahn erwogen werden. Wenn nach Erbauung der Marburger Bahn nach Mücke und ihrer Weiterführung durchs Ohmtal wieder der Plan zur Errichtung eines Schießplatzes im oberen Ohmtal in Erwägung gezogen wird, kann er leicht verwirklicht werden. <box>25 1379 526 1690</box>
headline-kirchliche-nachrichten: Kirchliche Nachrichten. <box>1006 1264 1464 1286</box>
ad-text: Um die schnelle und möglichst fehlerfreie Herstellung des Adreßbuches bewirken zu können, bitten wir die Hauseigentümer bezw. deren Stellvertreter dringend, die Listen unverzüglich <box>551 584 979 661</box>
security-price: 118.50 <box>1196 1803 1233 1816</box>
frankfurt-row <box>1006 1706 1464 1721</box>
security-name: Gelsenkirchen Bergwerk <box>1223 1501 1417 1516</box>
ad-printer: Brühl'sche Universitäts-Buch- u. Steindruckerei. R. Lange. <box>574 954 956 988</box>
security-name: 5 % äussere Argentinier <box>1008 1707 1139 1720</box>
security-name: Lombard. Eisenbahn <box>1223 1721 1417 1736</box>
ad-text: bereit zu halten. <box>551 828 665 844</box>
security-price: 63.00 <box>1190 1722 1221 1734</box>
security-name: Türkenlose <box>1008 1678 1068 1690</box>
frankfurt-row <box>1006 1530 1464 1545</box>
berlin-table <box>1006 1858 1464 1960</box>
security-name: Disconto <box>1008 1931 1056 1944</box>
security-price <box>1181 1902 1241 1916</box>
